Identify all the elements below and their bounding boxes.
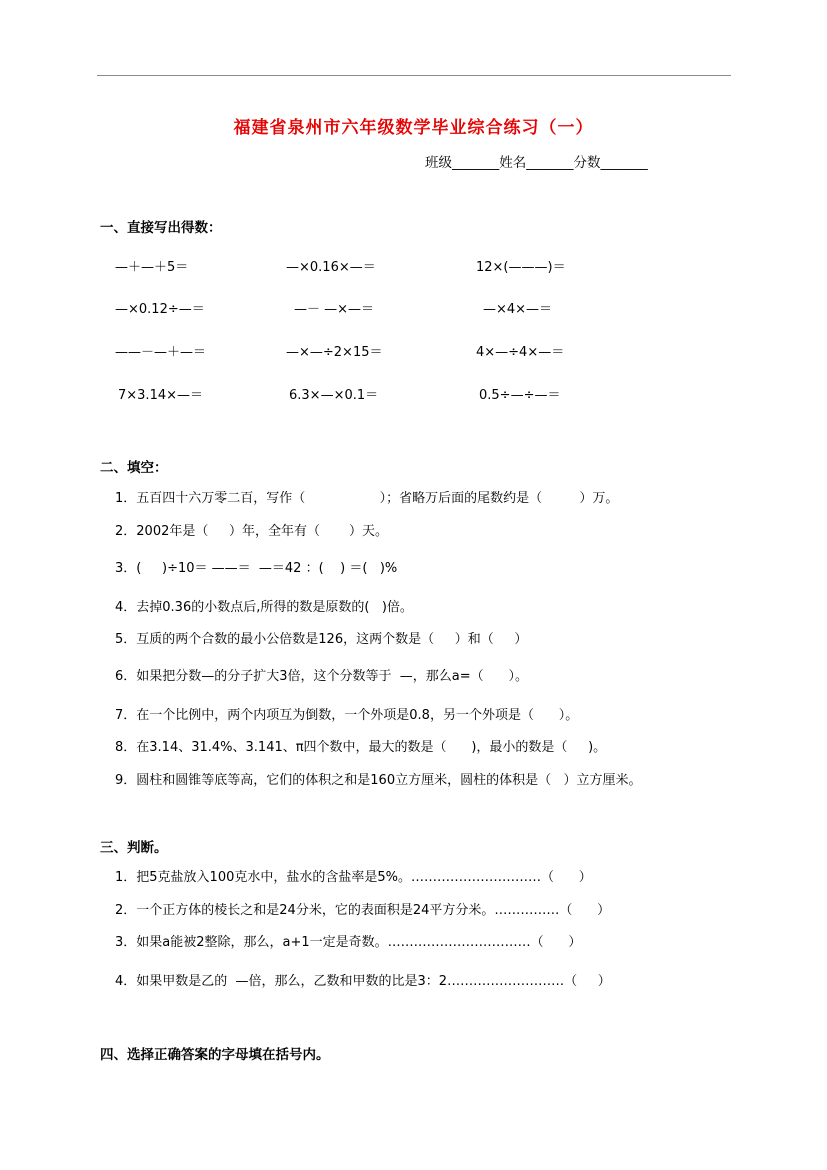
fill-item-3: 3．( )÷10＝ ——＝ —＝42 ：( ) ＝( )% bbox=[115, 561, 398, 576]
student-info-line: 班级_______姓名_______分数_______ bbox=[425, 155, 648, 171]
calc-3-1: ——－—＋—＝ bbox=[115, 345, 207, 360]
calc-4-2: 6.3×—×0.1＝ bbox=[289, 388, 379, 403]
calc-3-2: —×—÷2×15＝ bbox=[286, 345, 383, 360]
calc-4-1: 7×3.14×—＝ bbox=[118, 388, 204, 403]
fill-item-4: 4．去掉0.36的小数点后,所得的数是原数的( )倍。 bbox=[115, 600, 413, 615]
calc-3-3: 4×—÷4×—＝ bbox=[476, 345, 565, 360]
calc-4-3: 0.5÷—÷—＝ bbox=[479, 388, 561, 403]
calc-1-3: 12×(———)＝ bbox=[476, 260, 566, 275]
page-title: 福建省泉州市六年级数学毕业综合练习（一） bbox=[233, 118, 594, 138]
fill-item-5: 5．互质的两个合数的最小公倍数是126，这两个数是（ ）和（ ） bbox=[115, 632, 528, 647]
calc-1-2: —×0.16×—＝ bbox=[286, 260, 376, 275]
calc-2-2: —－ —×—＝ bbox=[294, 302, 375, 317]
section-3-heading: 三、判断。 bbox=[100, 840, 168, 856]
fill-item-8: 8．在3.14、31.4%、3.141、π四个数中，最大的数是（ )，最小的数是（ )。 bbox=[115, 740, 607, 755]
calc-1-1: —＋—＋5＝ bbox=[115, 260, 189, 275]
fill-item-7: 7．在一个比例中，两个内项互为倒数，一个外项是0.8，另一个外项是（ ）。 bbox=[115, 708, 579, 723]
fill-item-1: 1．五百四十六万零二百，写作（ ）；省略万后面的尾数约是（ ）万。 bbox=[115, 491, 619, 506]
calc-2-1: —×0.12÷—＝ bbox=[115, 302, 205, 317]
judge-item-4: 4．如果甲数是乙的 —倍，那么，乙数和甲数的比是3：2………………………（ ） bbox=[115, 974, 611, 989]
fill-item-2: 2．2002年是（ ）年，全年有（ ）天。 bbox=[115, 524, 388, 539]
section-4-heading: 四、选择正确答案的字母填在括号内。 bbox=[100, 1047, 330, 1063]
header-rule bbox=[97, 75, 731, 76]
calc-2-3: —×4×—＝ bbox=[483, 302, 553, 317]
judge-item-1: 1．把5克盐放入100克水中，盐水的含盐率是5%。…………………………（ ） bbox=[115, 870, 592, 885]
section-1-heading: 一、直接写出得数： bbox=[100, 220, 222, 236]
section-2-heading: 二、填空： bbox=[100, 460, 168, 476]
fill-item-6: 6．如果把分数—的分子扩大3倍，这个分数等于 —，那么a=（ ）。 bbox=[115, 669, 528, 684]
judge-item-2: 2．一个正方体的棱长之和是24分米，它的表面积是24平方分米。……………（ ） bbox=[115, 903, 611, 918]
fill-item-9: 9．圆柱和圆锥等底等高，它们的体积之和是160立方厘米，圆柱的体积是（ ）立方厘米。 bbox=[115, 773, 642, 788]
judge-item-3: 3．如果a能被2整除，那么，a+1一定是奇数。……………………………（ ） bbox=[115, 935, 582, 950]
